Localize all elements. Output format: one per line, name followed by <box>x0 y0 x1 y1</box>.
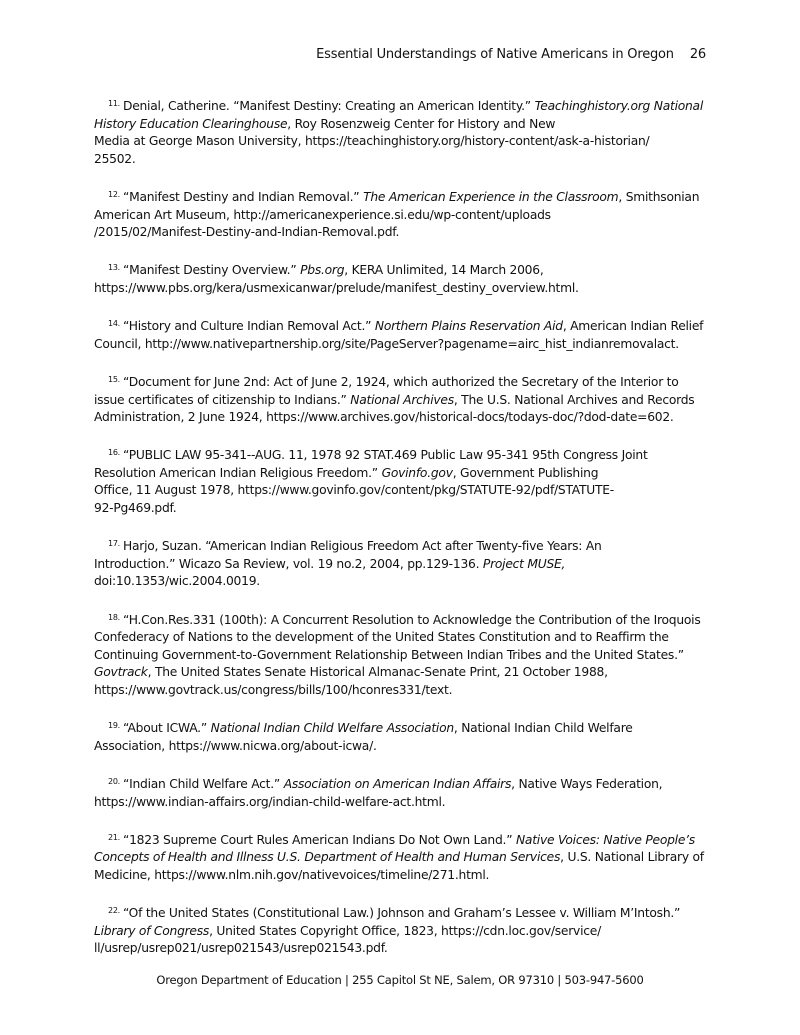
endnote-line <box>123 721 633 735</box>
endnote-text: doi:10.1353/wic.2004.0019. <box>94 574 260 589</box>
endnote-text: Resolution American Indian Religious Freedom.” <box>94 465 382 480</box>
endnote <box>94 717 708 755</box>
endnote-text: , Government Publishing <box>452 465 599 480</box>
endnote-text: “About ICWA.” <box>122 721 211 736</box>
endnote-text: American Art Museum, http://americanexperience.si.edu/wp-content/uploads <box>94 207 551 222</box>
endnote-title: Project MUSE, <box>482 556 566 571</box>
endnote <box>94 829 708 885</box>
endnote-line <box>94 556 708 574</box>
endnote-text: “PUBLIC LAW 95-341--AUG. 11, 1978 92 STAT.469 Public Law 95-341 95th Congress Joint <box>122 448 648 463</box>
endnote-line <box>94 336 708 354</box>
endnote-number: 16. <box>108 448 120 458</box>
endnote-text: , United States Copyright Office, 1823, https://cdn.loc.gov/service/ <box>209 923 601 938</box>
endnote-line <box>94 280 708 298</box>
endnote-text: https://www.govtrack.us/congress/bills/100/hconres331/text. <box>94 683 453 697</box>
endnote-title: Native Voices: Native People’s <box>515 832 695 847</box>
endnote <box>94 315 708 353</box>
endnote-text: ll/usrep/usrep021/usrep021543/usrep021543.pdf. <box>94 941 388 956</box>
endnote-number: 15. <box>108 374 120 384</box>
endnote-line <box>94 647 708 665</box>
endnote <box>94 902 708 958</box>
endnote-line <box>123 539 602 553</box>
endnote-number: 22. <box>108 906 120 916</box>
endnote-text: 92-Pg469.pdf. <box>94 501 177 516</box>
endnote-text: https://www.indian-affairs.org/indian-child-welfare-act.html. <box>94 794 446 809</box>
endnote <box>94 371 708 427</box>
endnote-line <box>94 133 708 151</box>
endnote-line <box>94 207 708 225</box>
endnote-text: Office, 11 August 1978, https://www.govinfo.gov/content/pkg/STATUTE-92/pdf/STATUTE- <box>94 483 614 498</box>
endnote-text: , The United States Senate Historical Almanac-Senate Print, 21 October 1988, <box>147 665 608 680</box>
endnote-line <box>123 833 695 847</box>
endnote-number: 17. <box>108 539 120 549</box>
endnote-text: https://www.pbs.org/kera/usmexicanwar/prelude/manifest_destiny_overview.html. <box>94 280 579 295</box>
endnote-title: History Education Clearinghouse <box>94 116 288 131</box>
endnote-line <box>94 224 708 242</box>
endnote-text: Association, https://www.nicwa.org/about-icwa/. <box>94 738 377 753</box>
header-title: Essential Understandings of Native Americans in Oregon <box>316 47 674 62</box>
endnote-title: National Archives <box>350 392 454 407</box>
endnote-line <box>94 151 708 169</box>
endnote-title: Pbs.org <box>300 263 345 278</box>
endnote-number: 12. <box>108 189 120 199</box>
endnote-title: Northern Plains Reservation Aid <box>374 319 563 334</box>
endnote-line <box>94 867 708 885</box>
endnote-text: Harjo, Suzan. “American Indian Religious Freedom Act after Twenty-five Years: An <box>122 539 602 554</box>
endnote-text: “Of the United States (Constitutional Law.) Johnson and Graham’s Lessee v. William M’Intosh.” <box>122 906 681 921</box>
endnote <box>94 773 708 811</box>
endnote-text: , U.S. National Library of <box>560 850 704 865</box>
endnote-line <box>94 738 708 756</box>
endnote-line <box>94 940 708 958</box>
endnote-line <box>94 465 708 483</box>
endnote <box>94 609 708 700</box>
endnote-line <box>94 794 708 812</box>
endnote-text: 25502. <box>94 151 136 166</box>
endnote-line <box>94 409 708 427</box>
endnote-text: “Manifest Destiny Overview.” <box>122 263 301 278</box>
endnote-number: 18. <box>108 612 120 622</box>
endnote-line <box>94 629 708 647</box>
endnote-number: 14. <box>108 319 120 329</box>
endnote-title: National Indian Child Welfare Association <box>210 721 454 736</box>
endnote-text: Administration, 2 June 1924, https://www.archives.gov/historical-docs/todays-doc/?dod-date=602. <box>94 410 674 425</box>
endnote-number: 13. <box>108 263 120 273</box>
endnote-number: 11. <box>108 99 120 108</box>
endnote-text: Medicine, https://www.nlm.nih.gov/nativevoices/timeline/271.html. <box>94 867 490 882</box>
endnote-line <box>94 482 708 500</box>
endnote <box>94 535 708 591</box>
endnote-text: issue certificates of citizenship to Indians.” <box>94 392 351 407</box>
endnote-title: Teachinghistory.org National <box>534 99 704 113</box>
endnote <box>94 95 708 168</box>
endnote-text: , American Indian Relief <box>562 319 704 334</box>
endnote-text: “H.Con.Res.331 (100th): A Concurrent Resolution to Acknowledge the Contribution of the Iroquois <box>122 612 701 627</box>
endnote-line <box>123 777 662 791</box>
endnote-title: Govtrack <box>94 665 148 680</box>
endnote-line <box>123 99 703 113</box>
endnote-text: “Indian Child Welfare Act.” <box>122 776 284 791</box>
endnote <box>94 186 708 242</box>
endnote-line <box>94 849 708 867</box>
endnote-line <box>94 573 708 591</box>
endnote-text: Media at George Mason University, https://teachinghistory.org/history-content/ask-a-historian/ <box>94 134 650 149</box>
running-header <box>316 47 706 62</box>
endnote <box>94 259 708 297</box>
endnote-line <box>94 392 708 410</box>
endnote-line <box>123 448 648 462</box>
endnote-title: Library of Congress <box>94 923 210 938</box>
endnote-line <box>123 906 680 920</box>
endnote-text: , Roy Rosenzweig Center for History and New <box>287 116 556 131</box>
endnote-text: Council, http://www.nativepartnership.org/site/PageServer?pagename=airc_hist_indianremovalact. <box>94 336 679 351</box>
endnote-text: , Native Ways Federation, <box>511 776 663 791</box>
endnote-line <box>123 190 699 204</box>
endnote-title: The American Experience in the Classroom <box>363 189 619 204</box>
endnote-text: /2015/02/Manifest-Destiny-and-Indian-Removal.pdf. <box>94 225 400 240</box>
endnote-line <box>94 664 708 682</box>
endnote-text: “Document for June 2nd: Act of June 2, 1924, which authorized the Secretary of the Interior to <box>122 374 679 389</box>
endnote-text: , Smithsonian <box>618 189 700 204</box>
endnote-text: “1823 Supreme Court Rules American Indians Do Not Own Land.” <box>122 832 516 847</box>
endnote-title: Concepts of Health and Illness U.S. Department of Health and Human Services <box>94 850 561 865</box>
endnote-title: Govinfo.gov <box>381 465 453 480</box>
endnote-line <box>123 613 701 627</box>
endnote-text: , National Indian Child Welfare <box>453 721 633 736</box>
endnote-text: “History and Culture Indian Removal Act.” <box>122 319 375 334</box>
endnote-line <box>123 319 703 333</box>
page-footer: Oregon Department of Education | 255 Capitol St NE, Salem, OR 97310 | 503-947-5600 <box>156 973 644 987</box>
endnote-line <box>94 500 708 518</box>
endnote-line <box>123 375 679 389</box>
endnotes-list <box>94 95 708 976</box>
endnote-title: Association on American Indian Affairs <box>283 776 512 791</box>
endnote-text: , KERA Unlimited, 14 March 2006, <box>344 263 544 278</box>
endnote-line <box>123 263 544 277</box>
endnote-line <box>94 682 708 700</box>
endnote-text: Continuing Government-to-Government Relationship Between Indian Tribes and the United States.” <box>94 647 684 662</box>
endnote-text: Confederacy of Nations to the development of the United States Constitution and to Reaffirm the <box>94 630 669 645</box>
endnote-text: Introduction.” Wicazo Sa Review, vol. 19 no.2, 2004, pp.129-136. <box>94 556 483 571</box>
endnote-text: , The U.S. National Archives and Records <box>453 392 695 407</box>
endnote-text: Denial, Catherine. “Manifest Destiny: Creating an American Identity.” <box>122 99 535 113</box>
page-number: 26 <box>689 47 706 62</box>
endnote-number: 21. <box>108 832 120 842</box>
endnote <box>94 444 708 517</box>
endnote-number: 20. <box>108 776 120 786</box>
endnote-line <box>94 923 708 941</box>
endnote-text: “Manifest Destiny and Indian Removal.” <box>122 189 364 204</box>
endnote-line <box>94 116 708 134</box>
endnote-number: 19. <box>108 721 120 731</box>
